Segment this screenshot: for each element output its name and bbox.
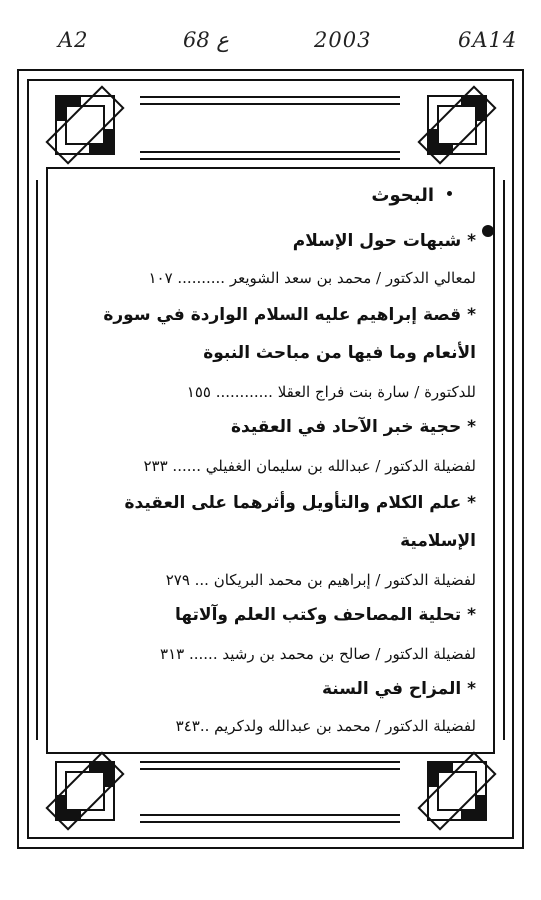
entry-3-author: لفضيلة الدكتور / عبدالله بن سليمان الغفيلي ...... ٢٣٣ (143, 457, 476, 475)
entry-1-author: لمعالي الدكتور / محمد بن سعد الشويعر .......... ١٠٧ (148, 269, 476, 287)
corner-knot-bottom-left (47, 753, 123, 829)
entry-2-title: * قصة إبراهيم عليه السلام الواردة في سورة (103, 305, 476, 325)
section-title: البحوث (371, 185, 434, 206)
handwritten-note-code: 6A14 (458, 28, 518, 52)
entry-6-title: * المزاح في السنة (322, 679, 476, 699)
entry-3-title: * حجية خبر الآحاد في العقيدة (230, 417, 476, 437)
corner-knot-top-left (47, 87, 123, 163)
entry-4-title-cont: الإسلامية (400, 531, 476, 551)
handwritten-note-year: 2003 (314, 28, 372, 52)
entry-4-author: لفضيلة الدكتور / إبراهيم بن محمد البريكان ... ٢٧٩ (165, 571, 476, 589)
entry-5-author: لفضيلة الدكتور / صالح بن محمد بن رشيد ...... ٣١٣ (160, 645, 476, 663)
entry-2-title-cont: الأنعام وما فيها من مباحث النبوة (203, 343, 476, 363)
handwritten-note-a2: A2 (58, 28, 89, 52)
corner-knot-bottom-right (419, 753, 495, 829)
corner-knot-top-right (419, 87, 495, 163)
entry-4-title: * علم الكلام والتأويل وأثرهما على العقيدة (124, 493, 476, 513)
bullet-dot-large (482, 225, 494, 237)
entry-6-author: لفضيلة الدكتور / محمد بن عبدالله ولدكريم ..٣٤٣ (175, 717, 476, 735)
entry-2-author: للدكتورة / سارة بنت فراج العقلا ............ ١٥٥ (186, 383, 476, 401)
handwritten-note-page: 68 ع (183, 28, 229, 52)
entry-1-title: * شبهات حول الإسلام (292, 231, 476, 251)
bullet-dot-small (447, 191, 452, 196)
entry-5-title: * تحلية المصاحف وكتب العلم وآلاتها (174, 605, 476, 625)
